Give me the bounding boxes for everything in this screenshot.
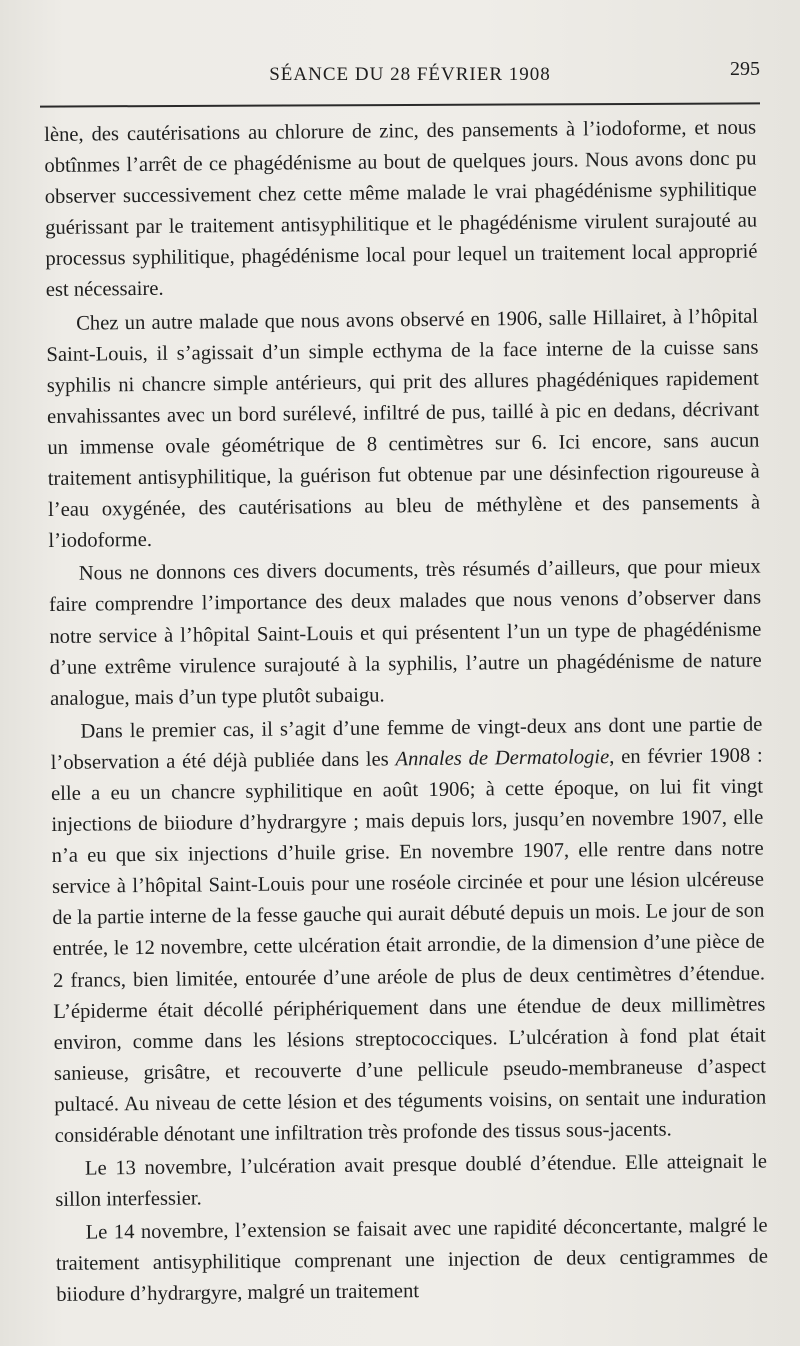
running-title: SÉANCE DU 28 FÉVRIER 1908 <box>269 64 551 85</box>
first-case-text-start: Dans le premier cas, il s’agit d’une femme de vingt-deux ans dont une partie de l’observation a été déjà publiée dans les <box>50 713 763 774</box>
page-number: 295 <box>730 58 760 80</box>
first-case-text-end: , en février 1908 : elle a eu un chancre syphilitique en août 1906; à cette époque, on lui fit vingt injections de biiodure d’hydrargyre ; mais depuis lors, jusqu’en novembre 1907, elle n’a eu que six injections d’huile grise. En novembre 1907, elle rentre dans notre service à l’hôpital Saint-Louis pour une roséole circinée et pour une lésion ulcéreuse de la partie interne de la fesse gauche qui aurait débuté depuis un mois. Le jour de son entrée, le 12 novembre, cette ulcération était arrondie, de la dimension d’une pièce de 2 francs, bien limitée, entourée d’une aréole de plus de deux centimètres d’étendue. L’épiderme était décollé périphériquement dans une étendue de deux millimètres environ, comme dans les lésions streptococciques. L’ulcération à fond plat était sanieuse, grisâtre, et recouverte d’une pellicule pseudo-membraneuse d’aspect pultacé. Au niveau de cette lésion et des téguments voisins, on sentait une induration considérable dénotant une infiltration très profonde des tissus sous-jacents. <box>50 744 767 1147</box>
journal-title: Annales de Dermatologie <box>395 745 610 771</box>
paragraph-second-patient-case: Chez un autre malade que nous avons observé en 1906, salle Hillairet, à l’hôpital Saint-Louis, il s’agissait d’un simple ecthyma de la face interne de la cuisse sans syphilis ni chancre simple antérieurs, qui prit des allures phagédéniques rapidement envahissantes avec un bord surélevé, infiltré de pus, taillé à pic en dedans, décrivant un immense ovale géométrique de 8 centimètres sur 6. Ici encore, sans aucun traitement antisyphilitique, la guérison fut obtenue par une désinfection rigoureuse à l’eau oxygénée, des cautérisations au bleu de méthylène et des pansements à l’iodoforme. <box>46 305 761 553</box>
body-text <box>44 113 768 1312</box>
page-header <box>60 58 760 98</box>
paragraph-first-case <box>50 709 767 1152</box>
paragraph-documents-summary: Nous ne donnons ces divers documents, très résumés d’ailleurs, que pour mieux faire comprendre l’importance des deux malades que nous venons d’observer dans notre service à l’hôpital Saint-Louis et qui présentent l’un un type de phagédénisme d’une extrême virulence surajouté à la syphilis, l’autre un phagédénisme de nature analogue, mais d’un type plutôt subaigu. <box>48 555 762 710</box>
paragraph-14-november: Le 14 novembre, l’extension se faisait avec une rapidité déconcertante, malgré le traitement antisyphilitique comprenant une injection de deux centigrammes de biiodure d’hydrargyre, malgré un traitement <box>55 1214 769 1307</box>
paragraph-continuation: lène, des cautérisations au chlorure de zinc, des pansements à l’iodoforme, et nous obtînmes l’arrêt de ce phagédénisme au bout de quelques jours. Nous avons donc pu observer successivement chez cette même malade le vrai phagédénisme syphilitique guérissant par le traitement antisyphilitique et le phagédénisme virulent surajouté au processus syphilitique, phagédénisme local pour lequel un traitement local approprié est nécessaire. <box>44 116 758 302</box>
paragraph-13-november: Le 13 novembre, l’ulcération avait presque doublé d’étendue. Elle atteignait le sillon interfessier. <box>55 1150 768 1212</box>
header-rule <box>40 102 760 107</box>
